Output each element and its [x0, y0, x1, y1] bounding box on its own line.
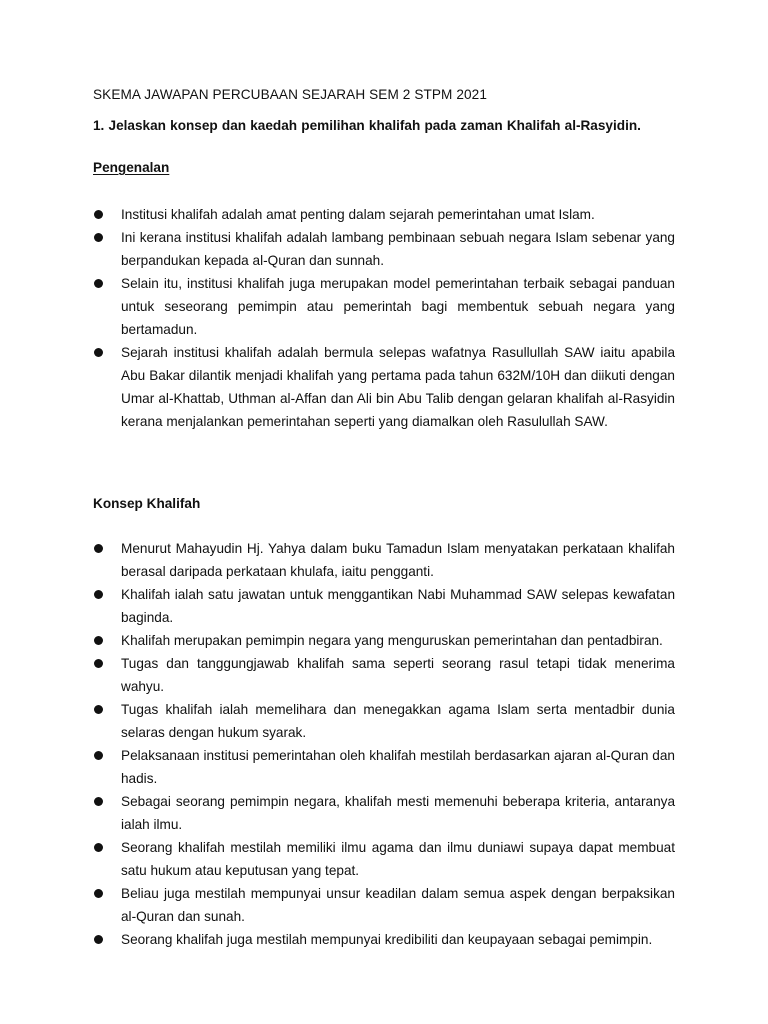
bullet-icon — [94, 590, 103, 599]
list-item — [93, 226, 675, 272]
bullet-icon — [94, 751, 103, 760]
list-item-text: Institusi khalifah adalah amat penting dalam sejarah pemerintahan umat Islam. — [121, 207, 595, 222]
list-item-text: Tugas dan tanggungjawab khalifah sama seperti seorang rasul tetapi tidak menerima wahyu. — [121, 656, 675, 694]
list-item — [93, 698, 675, 744]
list-item — [93, 203, 675, 226]
list-item — [93, 928, 675, 951]
bullet-icon — [94, 889, 103, 898]
list-item-text: Ini kerana institusi khalifah adalah lambang pembinaan sebuah negara Islam sebenar yang berpandukan kepada al-Quran dan sunnah. — [121, 230, 675, 268]
list-item-text: Beliau juga mestilah mempunyai unsur keadilan dalam semua aspek dengan berpaksikan al-Quran dan sunah. — [121, 886, 675, 924]
list-item — [93, 744, 675, 790]
document-title: SKEMA JAWAPAN PERCUBAAN SEJARAH SEM 2 STPM 2021 — [93, 87, 487, 102]
list-item — [93, 272, 675, 341]
bullet-icon — [94, 233, 103, 242]
list-item-text: Sejarah institusi khalifah adalah bermula selepas wafatnya Rasullullah SAW iaitu apabila Abu Bakar dilantik menjadi khalifah yang pertama pada tahun 632M/10H dan diikuti dengan Umar al-Khattab, Uthman al-Affan dan Ali bin Abu Talib dengan gelaran khalifah al-Rasyidin kerana menjalankan pemerintahan seperti yang diamalkan oleh Rasulullah SAW. — [121, 345, 675, 429]
question-heading: 1. Jelaskan konsep dan kaedah pemilihan khalifah pada zaman Khalifah al-Rasyidin. — [93, 118, 641, 133]
bullet-icon — [94, 210, 103, 219]
bullet-icon — [94, 544, 103, 553]
list-item — [93, 537, 675, 583]
bullet-icon — [94, 279, 103, 288]
list-item-text: Tugas khalifah ialah memelihara dan menegakkan agama Islam serta mentadbir dunia selaras dengan hukum syarak. — [121, 702, 675, 740]
section-heading-pengenalan: Pengenalan — [93, 160, 170, 175]
list-item — [93, 836, 675, 882]
bullet-icon — [94, 935, 103, 944]
bullet-icon — [94, 636, 103, 645]
section-heading-konsep-khalifah: Konsep Khalifah — [93, 496, 201, 511]
list-item-text: Khalifah merupakan pemimpin negara yang menguruskan pemerintahan dan pentadbiran. — [121, 633, 663, 648]
list-item — [93, 652, 675, 698]
list-item-text: Seorang khalifah mestilah memiliki ilmu agama dan ilmu duniawi supaya dapat membuat satu hukum atau keputusan yang tepat. — [121, 840, 675, 878]
list-item — [93, 629, 675, 652]
bullet-icon — [94, 797, 103, 806]
bullet-icon — [94, 348, 103, 357]
list-item — [93, 583, 675, 629]
bullet-icon — [94, 659, 103, 668]
list-item-text: Sebagai seorang pemimpin negara, khalifah mesti memenuhi beberapa kriteria, antaranya ialah ilmu. — [121, 794, 675, 832]
list-item — [93, 341, 675, 433]
list-item-text: Khalifah ialah satu jawatan untuk menggantikan Nabi Muhammad SAW selepas kewafatan baginda. — [121, 587, 675, 625]
list-item-text: Menurut Mahayudin Hj. Yahya dalam buku Tamadun Islam menyatakan perkataan khalifah berasal daripada perkataan khulafa, iaitu pengganti. — [121, 541, 675, 579]
list-item-text: Seorang khalifah juga mestilah mempunyai kredibiliti dan keupayaan sebagai pemimpin. — [121, 932, 653, 947]
list-item — [93, 882, 675, 928]
bullet-icon — [94, 843, 103, 852]
list-item-text: Pelaksanaan institusi pemerintahan oleh khalifah mestilah berdasarkan ajaran al-Quran dan hadis. — [121, 748, 675, 786]
bullet-icon — [94, 705, 103, 714]
konsep-bullet-list — [93, 537, 675, 951]
list-item-text: Selain itu, institusi khalifah juga merupakan model pemerintahan terbaik sebagai panduan untuk seseorang pemimpin atau pemerintah bagi membentuk sebuah negara yang bertamadun. — [121, 276, 675, 337]
list-item — [93, 790, 675, 836]
pengenalan-bullet-list — [93, 203, 675, 433]
